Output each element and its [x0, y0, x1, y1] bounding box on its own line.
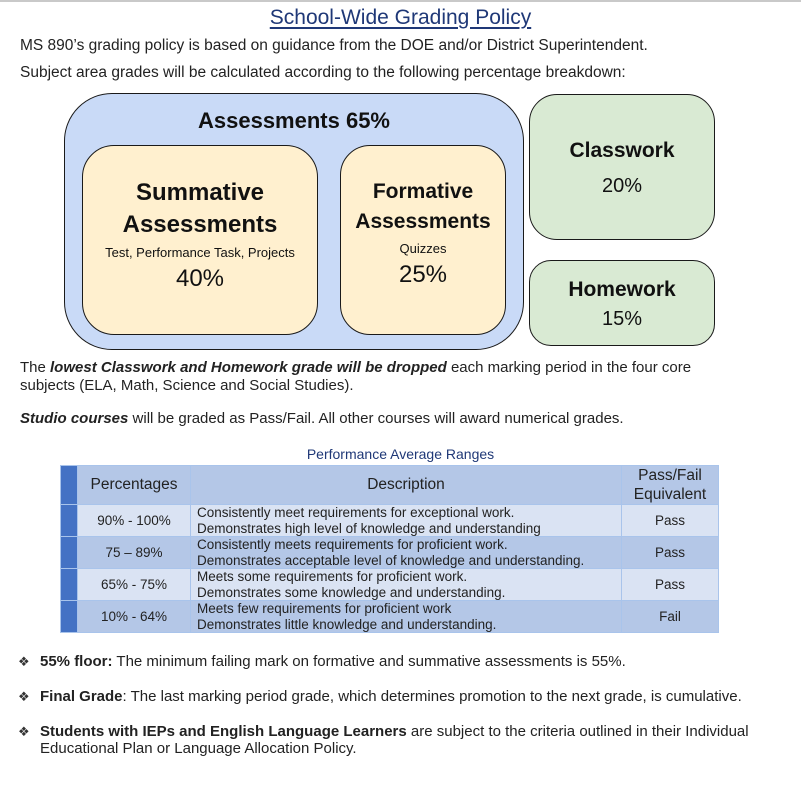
table-row	[61, 569, 719, 601]
bullet-ieps-ell	[18, 723, 778, 757]
bullet-final-grade	[18, 688, 778, 705]
formative-subtitle: Quizzes	[399, 241, 447, 256]
summative-percent: 40%	[175, 265, 225, 292]
formative-title-line-2: Assessments	[355, 210, 491, 233]
bullet-text: The minimum failing mark on formative and summative assessments is 55%.	[112, 653, 626, 670]
page-title: School-Wide Grading Policy	[269, 6, 532, 29]
bullet-text: : The last marking period grade, which determines promotion to the next grade, is cumulative.	[122, 688, 742, 705]
table-accent-cell	[61, 601, 78, 633]
row-description-line-1: Consistently meets requirements for proficient work.	[197, 537, 508, 552]
row-description-line-2: Demonstrates little knowledge and understanding.	[197, 616, 497, 632]
row-range: 75 – 89%	[78, 537, 191, 569]
header-pass-fail	[622, 466, 719, 505]
homework-title: Homework	[568, 278, 676, 301]
diamond-bullet-icon: ❖	[18, 654, 30, 669]
top-divider	[0, 0, 801, 2]
row-description-line-2: Demonstrates some knowledge and understanding.	[197, 584, 506, 600]
row-description-line-1: Meets some requirements for proficient work.	[197, 569, 468, 584]
formative-title-line-1: Formative	[372, 180, 474, 203]
intro-line-2: Subject area grades will be calculated according to the following percentage breakdown:	[20, 64, 626, 81]
studio-emphasis: Studio courses	[20, 410, 129, 427]
row-description-line-2: Demonstrates acceptable level of knowledge and understanding.	[197, 552, 585, 568]
header-description: Description	[191, 466, 622, 505]
classwork-box	[529, 94, 715, 240]
row-range: 65% - 75%	[78, 569, 191, 601]
summative-title	[83, 177, 317, 241]
formative-assessments-box	[340, 145, 506, 335]
dropped-lead: The	[20, 359, 51, 376]
classwork-percent: 20%	[601, 175, 643, 197]
bullet-55-floor	[18, 653, 778, 670]
row-description-line-1: Meets few requirements for proficient work	[197, 601, 452, 616]
row-range: 10% - 64%	[78, 601, 191, 633]
formative-title	[341, 177, 505, 237]
policy-bullets	[18, 653, 778, 775]
dropped-rest: each marking period in the four core subjects (ELA, Math, Science and Social Studies).	[20, 359, 692, 394]
bullet-bold: Students with IEPs and English Language Learners	[40, 723, 407, 740]
row-result: Fail	[622, 601, 719, 633]
table-row	[61, 505, 719, 537]
bullet-bold: Final Grade	[40, 688, 123, 705]
dropped-emphasis: lowest Classwork and Homework grade will be dropped	[50, 359, 447, 376]
table-row	[61, 537, 719, 569]
table-accent-cell	[61, 466, 78, 505]
row-description	[191, 601, 622, 633]
homework-percent: 15%	[601, 308, 643, 330]
table-accent-cell	[61, 505, 78, 537]
bullet-text: are subject to the criteria outlined in their Individual Educational Plan or Language Allocation Policy.	[40, 723, 749, 757]
intro-line-1: MS 890’s grading policy is based on guidance from the DOE and/or District Superintendent.	[20, 37, 648, 54]
bullet-bold: 55% floor:	[40, 653, 113, 670]
row-range: 90% - 100%	[78, 505, 191, 537]
diamond-bullet-icon: ❖	[18, 689, 30, 704]
row-description	[191, 505, 622, 537]
table-header-row	[61, 466, 719, 505]
diamond-bullet-icon: ❖	[18, 724, 30, 739]
header-percentages: Percentages	[78, 466, 191, 505]
header-pass-fail-line-2: Equivalent	[633, 486, 707, 503]
homework-box	[529, 260, 715, 346]
performance-table	[60, 465, 719, 633]
studio-rest: will be graded as Pass/Fail. All other courses will award numerical grades.	[128, 410, 624, 427]
row-description-line-1: Consistently meet requirements for exceptional work.	[197, 505, 515, 520]
studio-courses-paragraph	[20, 410, 740, 428]
table-title: Performance Average Ranges	[306, 446, 495, 462]
row-description-line-2: Demonstrates high level of knowledge and understanding	[197, 520, 541, 536]
row-result: Pass	[622, 537, 719, 569]
row-description	[191, 537, 622, 569]
summative-title-line-2: Assessments	[122, 211, 278, 238]
assessments-label: Assessments 65%	[197, 108, 390, 133]
row-result: Pass	[622, 569, 719, 601]
summative-assessments-box	[82, 145, 318, 335]
formative-percent: 25%	[398, 261, 448, 288]
header-pass-fail-line-1: Pass/Fail	[638, 467, 702, 484]
table-accent-cell	[61, 569, 78, 601]
dropped-grade-paragraph	[20, 359, 740, 395]
summative-title-line-1: Summative	[135, 179, 265, 206]
table-row	[61, 601, 719, 633]
table-accent-cell	[61, 537, 78, 569]
summative-subtitle: Test, Performance Task, Projects	[105, 245, 295, 260]
row-result: Pass	[622, 505, 719, 537]
classwork-title: Classwork	[569, 139, 675, 162]
row-description	[191, 569, 622, 601]
